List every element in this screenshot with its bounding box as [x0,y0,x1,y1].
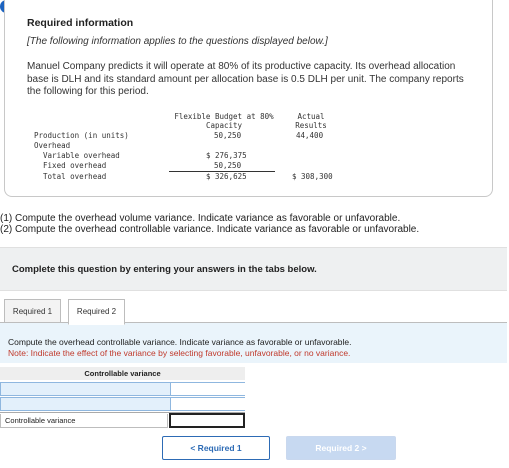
variance-dropdown[interactable] [2,384,168,394]
prev-required-1-button[interactable]: < Required 1 [162,436,270,460]
budget-header-line1: Flexible Budget at 80% [174,112,274,121]
budget-value: $ 326,625 [206,172,247,181]
answer-row [0,397,245,411]
budget-value: $ 276,375 [206,151,247,160]
tab-panel [0,322,507,363]
info-title: Required information [27,17,134,29]
instruction-banner [0,247,507,291]
answer-table-header: Controllable variance [0,367,245,380]
actual-header-line2: Results [295,121,327,130]
answer-total-label: Controllable variance [0,414,168,428]
budget-value: 50,250 [214,131,242,140]
tab-required-1[interactable]: Required 1 [4,299,61,324]
budget-header-line2: Capacity [205,121,243,130]
info-paragraph: Manuel Company predicts it will operate at 80% of its productive capacity. Its overhead allocation base is DLH and its standard amount per allocation base is 0.5 DLH per unit. The company reports the following for this period. [27,61,464,97]
actual-value: 44,400 [296,131,324,140]
actual-column-header [286,112,336,130]
answer-total-row [0,412,245,428]
answer-total-input[interactable] [169,413,245,428]
answer-row [0,382,245,396]
next-required-2-button[interactable]: Required 2 > [286,436,396,460]
budget-value: 50,250 [214,161,242,170]
variance-amount-input[interactable] [170,398,245,410]
question-list [0,213,419,235]
row-label: Total overhead [34,172,107,181]
actual-value: $ 308,300 [292,172,333,181]
row-label: Overhead [34,141,71,150]
instruction-text: Complete this question by entering your answers in the tabs below. [12,264,317,275]
actual-header-line1: Actual [297,112,325,121]
question-2: (2) Compute the overhead controllable variance. Indicate variance as favorable or unfavorable. [0,224,420,235]
tab-required-2[interactable]: Required 2 [68,299,125,325]
info-subtitle: [The following information applies to the questions displayed below.] [27,36,328,47]
variance-dropdown[interactable] [2,399,168,409]
row-label: Variable overhead [34,151,120,160]
row-label: Production (in units) [34,131,129,140]
budget-column-header [170,112,278,130]
row-label: Fixed overhead [34,161,107,170]
panel-instruction: Compute the overhead controllable variance. Indicate variance as favorable or unfavorable. [8,337,352,347]
question-1: (1) Compute the overhead volume variance. Indicate variance as favorable or unfavorable. [0,213,401,224]
variance-amount-input[interactable] [170,383,245,395]
panel-note: Note: Indicate the effect of the variance by selecting favorable, unfavorable, or no variance. [8,348,351,358]
